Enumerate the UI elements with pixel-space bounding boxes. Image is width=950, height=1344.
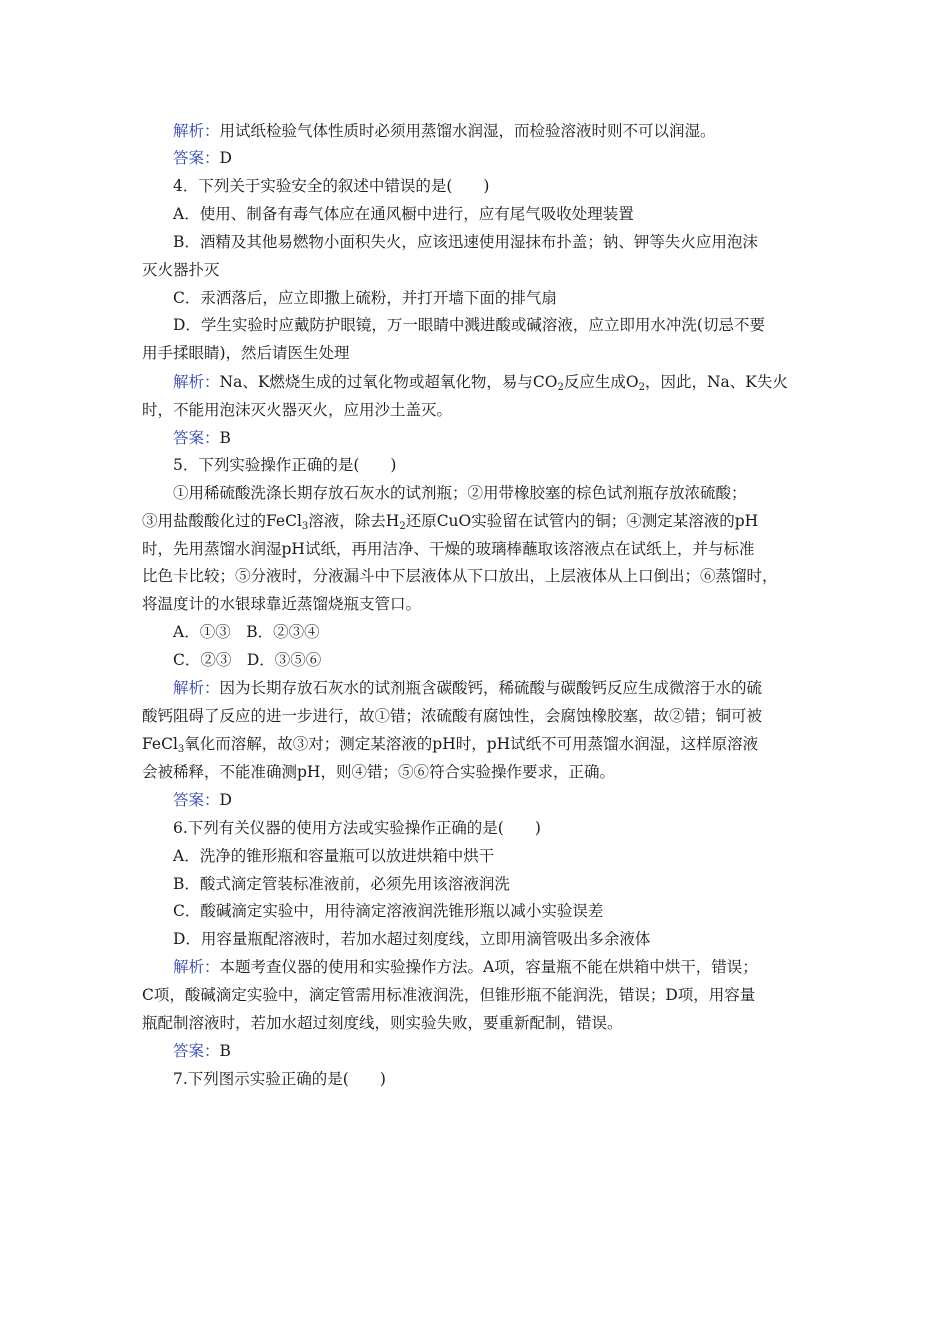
text-segment: 因为长期存放石灰水的试剂瓶含碳酸钙，稀硫酸与碳酸钙反应生成微溶于水的硫 <box>219 679 763 697</box>
text-segment: D <box>219 149 232 167</box>
text-line <box>142 594 822 614</box>
text-segment: D <box>219 791 232 809</box>
text-line <box>142 260 822 280</box>
text-line <box>173 846 823 866</box>
text-segment: ，因此，Na、K失火 <box>644 373 788 391</box>
text-segment: B <box>219 1042 231 1060</box>
text-segment: 7.下列图示实验正确的是( ) <box>173 1070 386 1088</box>
text-segment: 将温度计的水银球靠近蒸馏烧瓶支管口。 <box>142 595 422 613</box>
subscript: 3 <box>177 744 185 755</box>
text-line <box>173 901 823 921</box>
text-segment: 会被稀释，不能准确测pH，则④错；⑤⑥符合实验操作要求，正确。 <box>142 763 615 781</box>
text-segment: D．学生实验时应戴防护眼镜，万一眼睛中溅进酸或碱溶液，应立即用水冲洗(切忌不要 <box>173 316 765 334</box>
text-segment: ①用稀硫酸洗涤长期存放石灰水的试剂瓶；②用带橡胶塞的棕色试剂瓶存放浓硫酸； <box>173 484 747 502</box>
text-line <box>173 372 823 392</box>
text-line <box>173 428 823 448</box>
text-segment: 还原CuO实验留在试管内的铜；④测定某溶液的pH <box>405 512 759 530</box>
answer-label: 解析： <box>173 373 220 391</box>
subscript: 2 <box>399 521 406 532</box>
text-segment: B．酒精及其他易燃物小面积失火，应该迅速使用湿抹布扑盖；钠、钾等失火应用泡沫 <box>173 233 758 251</box>
text-segment: 用手揉眼睛)，然后请医生处理 <box>142 344 350 362</box>
text-segment: 灭火器扑灭 <box>142 261 220 279</box>
text-line <box>173 315 823 335</box>
text-line <box>173 204 823 224</box>
text-segment: C项，酸碱滴定实验中，滴定管需用标准液润洗，但锥形瓶不能润洗，错误；D项，用容量 <box>142 986 756 1004</box>
answer-label: 解析： <box>173 122 220 140</box>
text-segment: A．洗净的锥形瓶和容量瓶可以放进烘箱中烘干 <box>173 847 495 865</box>
text-line <box>142 539 822 559</box>
text-segment: 氧化而溶解，故③对；测定某溶液的pH时，pH试纸不可用蒸馏水润湿，这样原溶液 <box>184 735 759 753</box>
text-line <box>142 400 822 420</box>
text-segment: 反应生成O <box>563 373 639 391</box>
text-line <box>173 957 823 977</box>
text-segment: C．②③ D．③⑤⑥ <box>173 651 322 669</box>
text-line <box>173 818 823 838</box>
text-line <box>142 566 822 586</box>
text-line <box>173 288 823 308</box>
text-line <box>173 232 823 252</box>
text-line <box>173 1069 823 1089</box>
text-line <box>142 734 822 754</box>
text-line <box>142 985 822 1005</box>
text-line <box>142 762 822 782</box>
text-line <box>173 148 823 168</box>
text-line <box>173 678 823 698</box>
answer-label: 解析： <box>173 679 220 697</box>
text-segment: D．用容量瓶配溶液时，若加水超过刻度线，立即用滴管吸出多余液体 <box>173 930 651 948</box>
text-segment: C．汞洒落后，应立即撒上硫粉，并打开墙下面的排气扇 <box>173 289 557 307</box>
text-segment: 本题考查仪器的使用和实验操作方法。A项，容量瓶不能在烘箱中烘干，错误； <box>219 958 758 976</box>
subscript: 2 <box>638 382 645 393</box>
text-segment: 瓶配制溶液时，若加水超过刻度线，则实验失败，要重新配制，错误。 <box>142 1014 623 1032</box>
text-line <box>173 1041 823 1061</box>
text-segment: B．酸式滴定管装标准液前，必须先用该溶液润洗 <box>173 875 510 893</box>
text-segment: FeCl <box>142 735 178 753</box>
text-line <box>173 121 823 141</box>
subscript: 2 <box>557 382 564 393</box>
text-line <box>142 343 822 363</box>
text-line <box>173 176 823 196</box>
text-segment: 4．下列关于实验安全的叙述中错误的是( ) <box>173 177 490 195</box>
text-segment: Na、K燃烧生成的过氧化物或超氧化物，易与CO <box>219 373 558 391</box>
text-line <box>173 622 823 642</box>
text-line <box>142 706 822 726</box>
answer-label: 答案： <box>173 149 220 167</box>
subscript: 3 <box>301 521 309 532</box>
text-segment: ③用盐酸酸化过的FeCl <box>142 512 302 530</box>
text-segment: A．①③ B．②③④ <box>173 623 320 641</box>
answer-label: 答案： <box>173 1042 220 1060</box>
text-segment: 比色卡比较；⑤分液时，分液漏斗中下层液体从下口放出，上层液体从上口倒出；⑥蒸馏时， <box>142 567 778 585</box>
text-segment: 6.下列有关仪器的使用方法或实验操作正确的是( ) <box>173 819 541 837</box>
text-line <box>173 483 823 503</box>
text-line <box>142 1013 822 1033</box>
text-segment: B <box>219 429 231 447</box>
answer-label: 答案： <box>173 429 220 447</box>
text-segment: 酸钙阻碍了反应的进一步进行，故①错；浓硫酸有腐蚀性，会腐蚀橡胶塞，故②错；铜可被 <box>142 707 763 725</box>
text-line <box>173 929 823 949</box>
text-segment: A．使用、制备有毒气体应在通风橱中进行，应有尾气吸收处理装置 <box>173 205 634 223</box>
text-segment: 溶液，除去H <box>308 512 400 530</box>
text-line <box>142 511 822 531</box>
text-line <box>173 874 823 894</box>
text-segment: 5．下列实验操作正确的是( ) <box>173 456 397 474</box>
text-segment: 用试纸检验气体性质时必须用蒸馏水润湿，而检验溶液时则不可以润湿。 <box>219 122 716 140</box>
text-line <box>173 455 823 475</box>
text-segment: 时，不能用泡沫灭火器灭火，应用沙土盖灭。 <box>142 401 453 419</box>
answer-label: 答案： <box>173 791 220 809</box>
text-segment: C．酸碱滴定实验中，用待滴定溶液润洗锥形瓶以减小实验误差 <box>173 902 604 920</box>
text-segment: 时，先用蒸馏水润湿pH试纸，再用洁净、干燥的玻璃棒蘸取该溶液点在试纸上，并与标准 <box>142 540 755 558</box>
text-line <box>173 650 823 670</box>
text-line <box>173 790 823 810</box>
answer-label: 解析： <box>173 958 220 976</box>
